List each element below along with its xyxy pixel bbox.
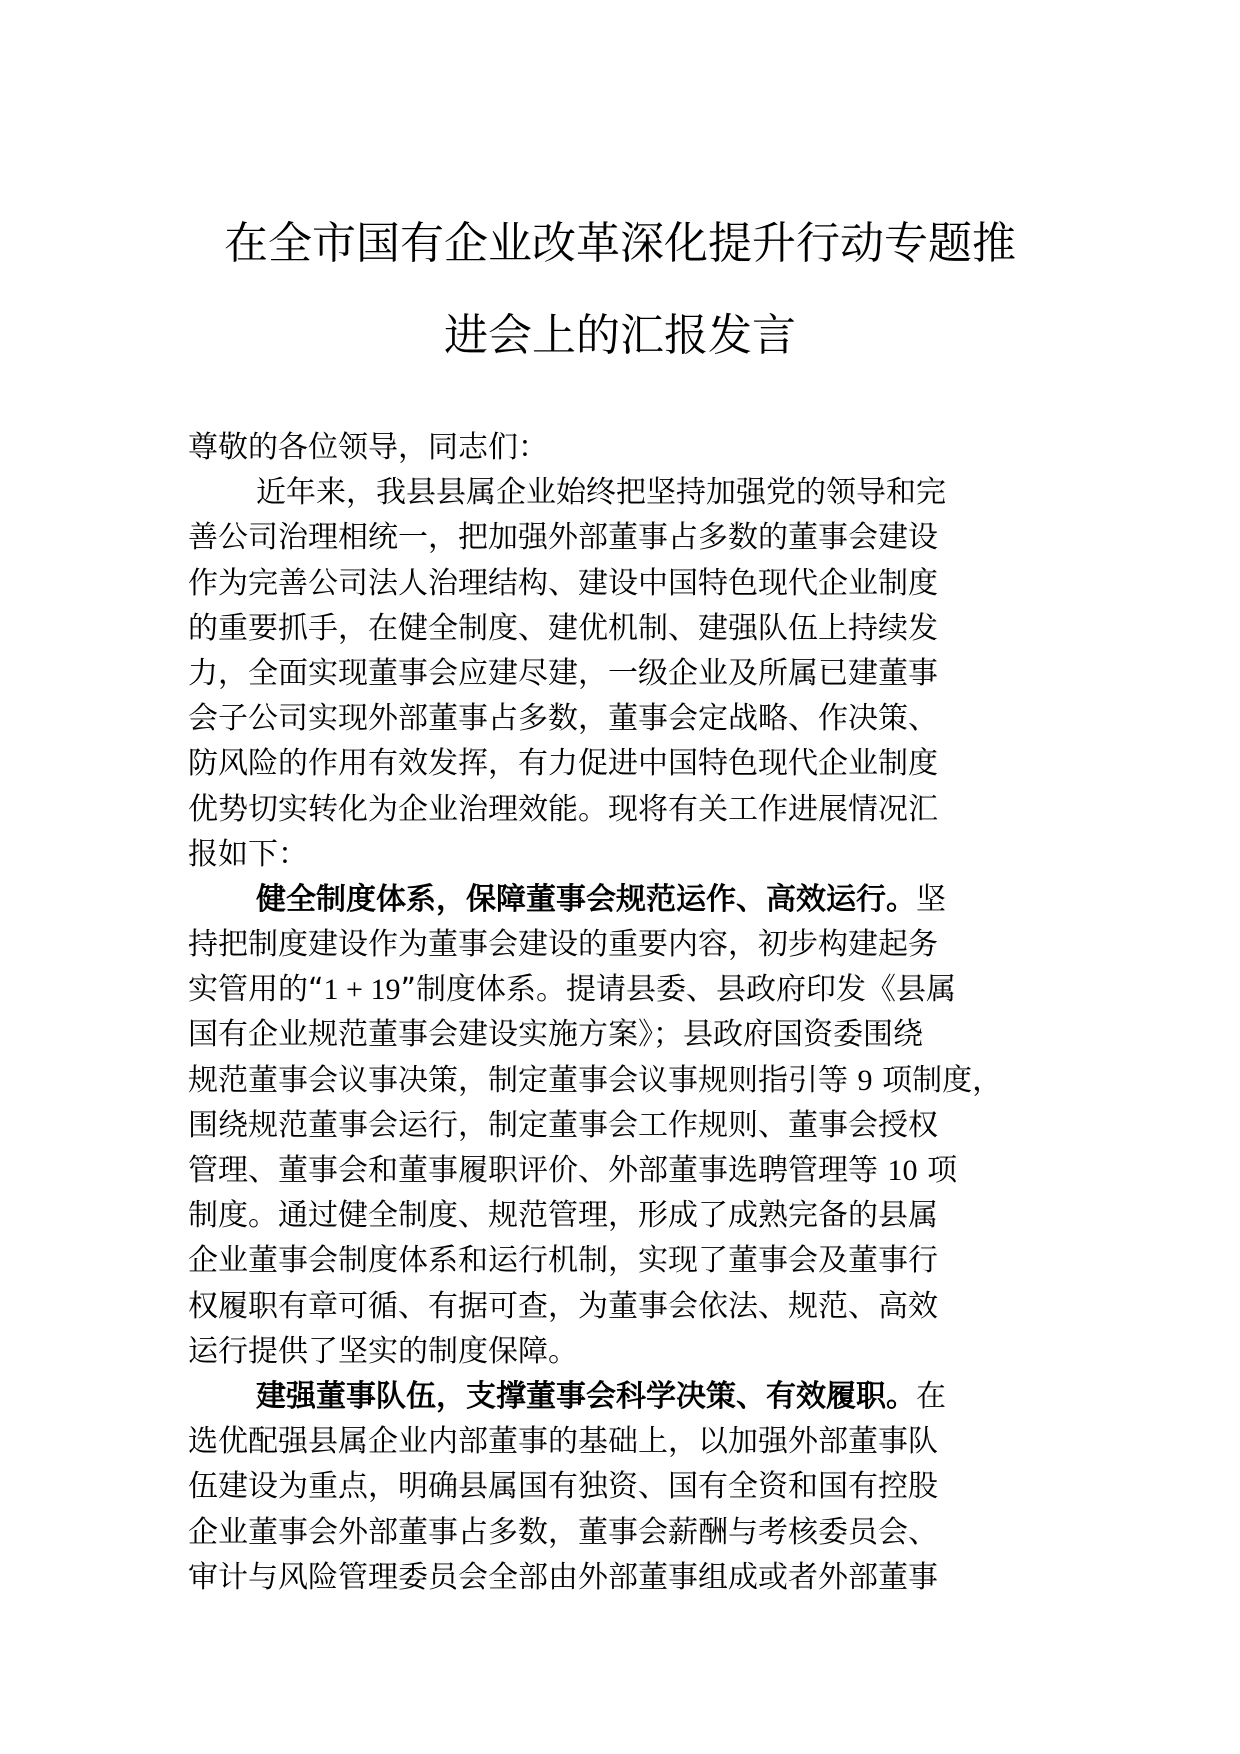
text-line: 伍建设为重点，明确县属国有独资、国有全资和国有控股: [188, 1469, 938, 1505]
text-line: 审计与风险管理委员会全部由外部董事组成或者外部董事: [188, 1559, 938, 1595]
text-line: 围绕规范董事会运行，制定董事会工作规则、董事会授权: [188, 1107, 938, 1143]
text-line: 近年来，我县县属企业始终把坚持加强党的领导和完: [256, 475, 946, 511]
paragraph-team: [188, 1374, 1088, 1600]
document-title-line-1: 在全市国有企业改革深化提升行动专题推: [224, 218, 1016, 269]
salutation: 尊敬的各位领导，同志们：: [188, 430, 548, 465]
text-segment: 在: [916, 1378, 946, 1414]
text-line: 企业董事会制度体系和运行机制，实现了董事会及董事行: [188, 1243, 938, 1279]
text-segment: 项制度，: [872, 1062, 1003, 1098]
text-line: 企业董事会外部董事占多数，董事会薪酬与考核委员会、: [188, 1514, 938, 1550]
paragraph-intro: [188, 470, 1088, 877]
text-line: 报如下：: [188, 836, 308, 872]
text-line: 会子公司实现外部董事占多数，董事会定战略、作决策、: [188, 701, 938, 737]
text-segment: 项: [917, 1153, 958, 1188]
text-segment: 坚: [916, 881, 946, 917]
text-line: 优势切实转化为企业治理效能。现将有关工作进展情况汇: [188, 791, 938, 827]
text-line: 运行提供了坚实的制度保障。: [188, 1333, 578, 1369]
text-line: [188, 877, 1088, 922]
number-text: 10: [887, 1154, 918, 1187]
text-line: 国有企业规范董事会建设实施方案》；县政府国资委围绕: [188, 1017, 923, 1053]
text-line: 善公司治理相统一，把加强外部董事占多数的董事会建设: [188, 520, 938, 556]
text-line: 持把制度建设作为董事会建设的重要内容，初步构建起务: [188, 927, 938, 963]
text-line: 的重要抓手，在健全制度、建优机制、建强队伍上持续发: [188, 610, 938, 646]
section-heading: 建强董事队伍，支撑董事会科学决策、有效履职。: [256, 1378, 916, 1414]
text-segment: 实管用的“: [188, 972, 324, 1008]
text-line: 作为完善公司法人治理结构、建设中国特色现代企业制度: [188, 565, 938, 601]
text-segment: ”制度体系。提请县委、县政府印发《县属: [400, 972, 957, 1008]
text-line: 力，全面实现董事会应建尽建，一级企业及所属已建董事: [188, 655, 938, 691]
section-heading: 健全制度体系，保障董事会规范运作、高效运行。: [256, 881, 916, 917]
document-body: [188, 425, 1088, 1600]
paragraph-system: [188, 877, 1088, 1374]
text-line: 防风险的作用有效发挥，有力促进中国特色现代企业制度: [188, 746, 938, 782]
number-text: 9: [857, 1063, 873, 1097]
text-line: [188, 1058, 1088, 1103]
text-segment: 管理、董事会和董事履职评价、外部董事选聘管理等: [188, 1153, 888, 1188]
text-line: 选优配强县属企业内部董事的基础上，以加强外部董事队: [188, 1424, 938, 1460]
text-segment: 规范董事会议事决策，制定董事会议事规则指引等: [188, 1062, 858, 1098]
text-line: 制度。通过健全制度、规范管理，形成了成熟完备的县属: [188, 1198, 938, 1234]
text-line: [188, 1374, 1088, 1419]
document-title-line-2: 进会上的汇报发言: [444, 310, 796, 361]
text-line: [188, 1148, 1088, 1193]
text-line: [188, 967, 1088, 1012]
text-line: 权履职有章可循、有据可查，为董事会依法、规范、高效: [188, 1288, 938, 1324]
number-text: 1 + 19: [323, 973, 401, 1007]
